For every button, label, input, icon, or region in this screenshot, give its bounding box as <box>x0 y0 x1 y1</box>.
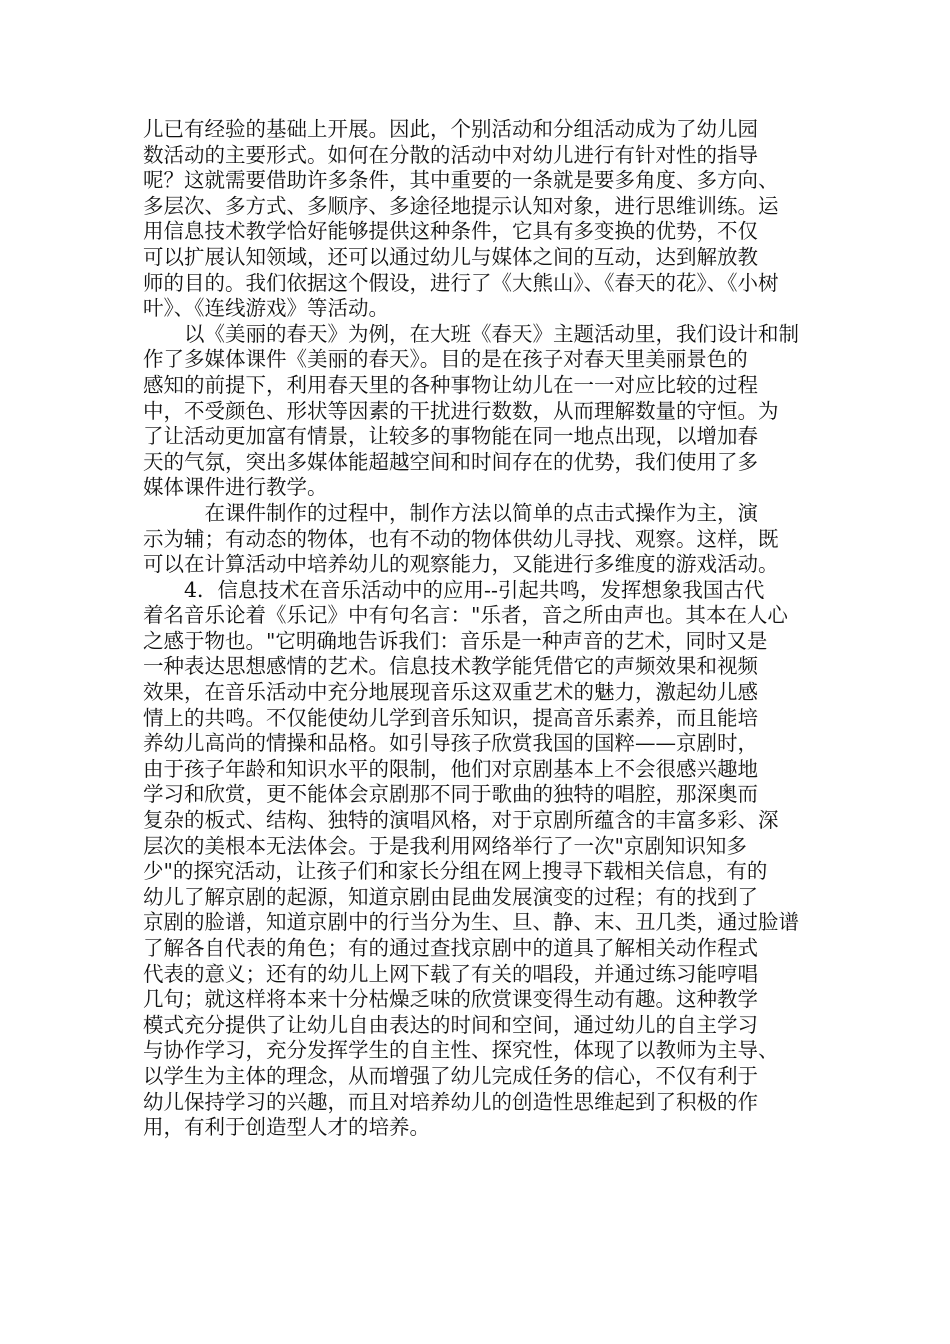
text-line: 中，不受颜色、形状等因素的干扰进行数数，从而理解数量的守恒。为 <box>143 398 779 423</box>
text-line: 京剧的脸谱，知道京剧中的行当分为生、旦、静、末、丑几类，通过脸谱 <box>143 910 799 935</box>
text-line: 师的目的。我们依据这个假设，进行了《大熊山》、《春天的花》、《小树 <box>143 270 779 295</box>
text-line: 学习和欣赏，更不能体会京剧那不同于歌曲的独特的唱腔，那深奥而 <box>143 782 758 807</box>
text-line: 少"的探究活动，让孩子们和家长分组在网上搜寻下载相关信息，有的 <box>143 859 768 884</box>
text-line: 几句；就这样将本来十分枯燥乏味的欣赏课变得生动有趣。这种教学 <box>143 987 758 1012</box>
text-line: 与协作学习，充分发挥学生的自主性、探究性，体现了以教师为主导、 <box>143 1038 779 1063</box>
text-line: 天的气氛，突出多媒体能超越空间和时间存在的优势，我们使用了多 <box>143 449 758 474</box>
text-line: 用信息技术教学恰好能够提供这种条件，它具有多变换的优势，不仅 <box>143 219 758 244</box>
text-line: 了解各自代表的角色；有的通过查找京剧中的道具了解相关动作程式 <box>143 936 758 960</box>
text-line: 代表的意义；还有的幼儿上网下载了有关的唱段，并通过练习能哼唱 <box>143 961 758 986</box>
text-line: 呢？这就需要借助许多条件，其中重要的一条就是要多角度、多方向、 <box>143 168 779 193</box>
text-line: 一种表达思想感情的艺术。信息技术教学能凭借它的声频效果和视频 <box>143 654 758 679</box>
text-line: 示为辅；有动态的物体，也有不动的物体供幼儿寻找、观察。这样，既 <box>143 526 779 551</box>
text-line: 了让活动更加富有情景，让较多的事物能在同一地点出现，以增加春 <box>143 424 758 449</box>
text-line: 多层次、多方式、多顺序、多途径地提示认知对象，进行思维训练。运 <box>143 193 779 218</box>
text-line: 叶》、《连线游戏》等活动。 <box>143 296 389 321</box>
text-line: 在课件制作的过程中，制作方法以简单的点击式操作为主，演 <box>143 500 758 525</box>
text-line: 4．信息技术在音乐活动中的应用--引起共鸣，发挥想象我国古代 <box>143 577 765 602</box>
text-line: 之感于物也。"它明确地告诉我们：音乐是一种声音的艺术，同时又是 <box>143 628 768 653</box>
text-line: 媒体课件进行教学。 <box>143 475 328 500</box>
text-line: 用，有利于创造型人才的培养。 <box>143 1115 430 1140</box>
text-line: 着名音乐论着《乐记》中有句名言："乐者，音之所由声也。其本在人心 <box>143 603 788 628</box>
text-line: 情上的共鸣。不仅能使幼儿学到音乐知识，提高音乐素养，而且能培 <box>143 705 758 730</box>
text-line: 养幼儿高尚的情操和品格。如引导孩子欣赏我国的国粹——京剧时， <box>143 731 758 756</box>
text-line: 层次的美根本无法体会。于是我利用网络举行了一次"京剧知识知多 <box>143 833 747 858</box>
text-line: 儿已有经验的基础上开展。因此，个别活动和分组活动成为了幼儿园 <box>143 117 758 141</box>
text-line: 幼儿了解京剧的起源，知道京剧由昆曲发展演变的过程；有的找到了 <box>143 884 758 909</box>
text-line: 数活动的主要形式。如何在分散的活动中对幼儿进行有针对性的指导 <box>143 142 758 167</box>
text-line: 复杂的板式、结构、独特的演唱风格，对于京剧所蕴含的丰富多彩、深 <box>143 808 779 833</box>
body-text <box>143 117 823 1141</box>
text-line: 模式充分提供了让幼儿自由表达的时间和空间，通过幼儿的自主学习 <box>143 1012 758 1037</box>
text-line: 以《美丽的春天》为例，在大班《春天》主题活动里，我们设计和制 <box>143 321 799 346</box>
text-line: 由于孩子年龄和知识水平的限制，他们对京剧基本上不会很感兴趣地 <box>143 756 758 781</box>
text-line: 幼儿保持学习的兴趣，而且对培养幼儿的创造性思维起到了积极的作 <box>143 1089 758 1114</box>
text-line: 可以扩展认知领域，还可以通过幼儿与媒体之间的互动，达到解放教 <box>143 244 758 269</box>
text-line: 可以在计算活动中培养幼儿的观察能力，又能进行多维度的游戏活动。 <box>143 552 779 577</box>
text-line: 以学生为主体的理念，从而增强了幼儿完成任务的信心，不仅有利于 <box>143 1063 758 1088</box>
text-line: 感知的前提下，利用春天里的各种事物让幼儿在一一对应比较的过程 <box>143 372 758 397</box>
text-line: 作了多媒体课件《美丽的春天》。目的是在孩子对春天里美丽景色的 <box>143 347 748 372</box>
text-line: 效果，在音乐活动中充分地展现音乐这双重艺术的魅力，激起幼儿感 <box>143 680 758 705</box>
